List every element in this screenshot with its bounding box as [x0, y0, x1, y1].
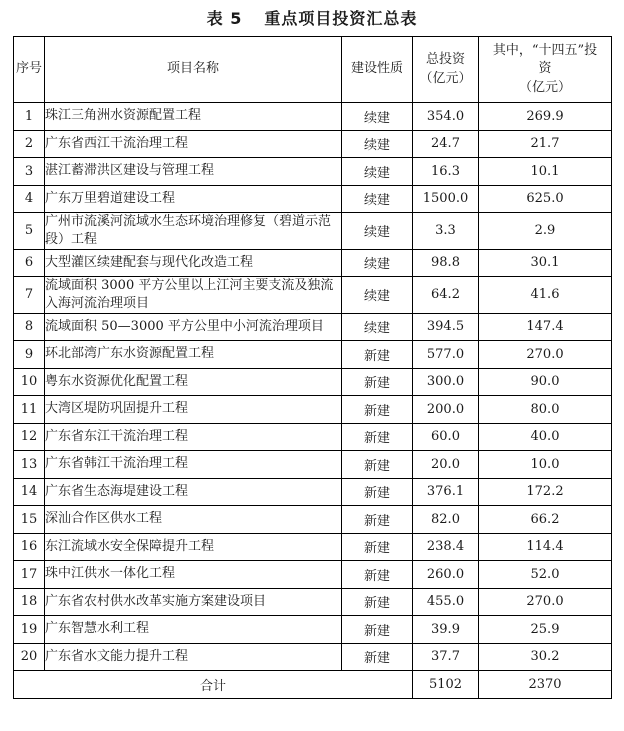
row-number: 5: [14, 213, 45, 250]
fourteenth-five-year-investment: 66.2: [479, 506, 612, 534]
fourteenth-five-year-investment: 270.0: [479, 341, 612, 369]
table-row: [14, 313, 612, 341]
construction-type: 续建: [342, 213, 413, 250]
total-investment: 394.5: [413, 313, 479, 341]
construction-type: 新建: [342, 451, 413, 479]
construction-type: 新建: [342, 561, 413, 589]
construction-type: 续建: [342, 277, 413, 314]
construction-type: 新建: [342, 423, 413, 451]
project-name: 珠中江供水一体化工程: [45, 561, 342, 589]
table-row: [14, 561, 612, 589]
project-name: 广东省农村供水改革实施方案建设项目: [45, 588, 342, 616]
project-name: 粤东水资源优化配置工程: [45, 368, 342, 396]
table-body: [14, 103, 612, 671]
total-investment: 37.7: [413, 643, 479, 671]
total-investment: 20.0: [413, 451, 479, 479]
construction-type: 新建: [342, 533, 413, 561]
project-name: 大型灌区续建配套与现代化改造工程: [45, 249, 342, 277]
total-investment: 5102: [413, 671, 479, 699]
total-investment: 16.3: [413, 158, 479, 186]
fourteenth-five-year-investment: 80.0: [479, 396, 612, 424]
table-row: [14, 478, 612, 506]
construction-type: 续建: [342, 313, 413, 341]
construction-type: 新建: [342, 643, 413, 671]
table-caption: 重点项目投资汇总表: [264, 9, 418, 28]
fourteenth-five-year-investment: 269.9: [479, 103, 612, 131]
table-row: [14, 277, 612, 314]
row-number: 13: [14, 451, 45, 479]
header-type: 建设性质: [342, 37, 413, 103]
investment-table: [13, 36, 612, 699]
construction-type: 续建: [342, 130, 413, 158]
row-number: 12: [14, 423, 45, 451]
project-name: 流域面积 3000 平方公里以上江河主要支流及独流入海河流治理项目: [45, 277, 342, 314]
table-row: [14, 506, 612, 534]
header-14th-five-year: [479, 37, 612, 103]
table-row: [14, 616, 612, 644]
row-number: 2: [14, 130, 45, 158]
header-ff-line1: 其中，“十四五”投: [492, 43, 598, 59]
construction-type: 续建: [342, 249, 413, 277]
total-investment: 354.0: [413, 103, 479, 131]
row-number: 15: [14, 506, 45, 534]
project-name: 广东万里碧道建设工程: [45, 185, 342, 213]
total-investment: 64.2: [413, 277, 479, 314]
construction-type: 新建: [342, 616, 413, 644]
table-row: [14, 643, 612, 671]
header-row: [14, 37, 612, 103]
project-name: 广东省西江干流治理工程: [45, 130, 342, 158]
project-name: 广州市流溪河流域水生态环境治理修复（碧道示范段）工程: [45, 213, 342, 250]
fourteenth-five-year-investment: 30.2: [479, 643, 612, 671]
project-name: 环北部湾广东水资源配置工程: [45, 341, 342, 369]
row-number: 16: [14, 533, 45, 561]
header-total-line1: 总投资: [425, 52, 465, 68]
construction-type: 新建: [342, 588, 413, 616]
project-name: 东江流域水安全保障提升工程: [45, 533, 342, 561]
fourteenth-five-year-investment: 90.0: [479, 368, 612, 396]
row-number: 14: [14, 478, 45, 506]
table-number: 表 5: [206, 9, 243, 28]
fourteenth-five-year-investment: 40.0: [479, 423, 612, 451]
header-seq: 序号: [14, 37, 45, 103]
construction-type: 续建: [342, 103, 413, 131]
row-number: 8: [14, 313, 45, 341]
total-label: 合计: [14, 671, 413, 699]
row-number: 17: [14, 561, 45, 589]
row-number: 6: [14, 249, 45, 277]
fourteenth-five-year-investment: 10.1: [479, 158, 612, 186]
row-number: 1: [14, 103, 45, 131]
construction-type: 新建: [342, 368, 413, 396]
fourteenth-five-year-investment: 25.9: [479, 616, 612, 644]
header-total: [413, 37, 479, 103]
project-name: 深汕合作区供水工程: [45, 506, 342, 534]
table-row: [14, 249, 612, 277]
fourteenth-five-year-investment: 114.4: [479, 533, 612, 561]
table-title: [0, 6, 624, 29]
table-row: [14, 341, 612, 369]
total-row: [14, 671, 612, 699]
total-investment: 200.0: [413, 396, 479, 424]
row-number: 7: [14, 277, 45, 314]
project-name: 广东智慧水利工程: [45, 616, 342, 644]
fourteenth-five-year-investment: 625.0: [479, 185, 612, 213]
fourteenth-five-year-investment: 41.6: [479, 277, 612, 314]
total-investment: 82.0: [413, 506, 479, 534]
fourteenth-five-year-investment: 52.0: [479, 561, 612, 589]
construction-type: 新建: [342, 478, 413, 506]
total-investment: 455.0: [413, 588, 479, 616]
total-investment: 238.4: [413, 533, 479, 561]
table-row: [14, 185, 612, 213]
project-name: 广东省韩江干流治理工程: [45, 451, 342, 479]
fourteenth-five-year-investment: 21.7: [479, 130, 612, 158]
row-number: 9: [14, 341, 45, 369]
total-investment: 300.0: [413, 368, 479, 396]
total-14th-five-year: 2370: [479, 671, 612, 699]
total-investment: 39.9: [413, 616, 479, 644]
project-name: 湛江蓄滞洪区建设与管理工程: [45, 158, 342, 186]
table-row: [14, 213, 612, 250]
total-investment: 260.0: [413, 561, 479, 589]
table-row: [14, 103, 612, 131]
total-investment: 60.0: [413, 423, 479, 451]
total-investment: 1500.0: [413, 185, 479, 213]
row-number: 4: [14, 185, 45, 213]
total-investment: 98.8: [413, 249, 479, 277]
project-name: 广东省生态海堤建设工程: [45, 478, 342, 506]
fourteenth-five-year-investment: 2.9: [479, 213, 612, 250]
project-name: 广东省水文能力提升工程: [45, 643, 342, 671]
total-investment: 24.7: [413, 130, 479, 158]
construction-type: 新建: [342, 396, 413, 424]
construction-type: 新建: [342, 341, 413, 369]
table-row: [14, 158, 612, 186]
fourteenth-five-year-investment: 10.0: [479, 451, 612, 479]
project-name: 流域面积 50—3000 平方公里中小河流治理项目: [45, 313, 342, 341]
table-row: [14, 396, 612, 424]
fourteenth-five-year-investment: 147.4: [479, 313, 612, 341]
row-number: 10: [14, 368, 45, 396]
total-investment: 376.1: [413, 478, 479, 506]
total-investment: 577.0: [413, 341, 479, 369]
table-row: [14, 588, 612, 616]
header-total-line2: （亿元）: [419, 70, 472, 86]
row-number: 20: [14, 643, 45, 671]
construction-type: 新建: [342, 506, 413, 534]
total-investment: 3.3: [413, 213, 479, 250]
project-name: 大湾区堤防巩固提升工程: [45, 396, 342, 424]
header-name: 项目名称: [45, 37, 342, 103]
project-name: 珠江三角洲水资源配置工程: [45, 103, 342, 131]
row-number: 11: [14, 396, 45, 424]
construction-type: 续建: [342, 158, 413, 186]
table-row: [14, 423, 612, 451]
row-number: 3: [14, 158, 45, 186]
header-ff-line3: （亿元）: [518, 79, 571, 95]
table-row: [14, 368, 612, 396]
table-row: [14, 533, 612, 561]
fourteenth-five-year-investment: 270.0: [479, 588, 612, 616]
header-ff-line2: 资: [538, 61, 552, 77]
table-row: [14, 130, 612, 158]
construction-type: 续建: [342, 185, 413, 213]
project-name: 广东省东江干流治理工程: [45, 423, 342, 451]
row-number: 18: [14, 588, 45, 616]
fourteenth-five-year-investment: 172.2: [479, 478, 612, 506]
row-number: 19: [14, 616, 45, 644]
table-row: [14, 451, 612, 479]
fourteenth-five-year-investment: 30.1: [479, 249, 612, 277]
